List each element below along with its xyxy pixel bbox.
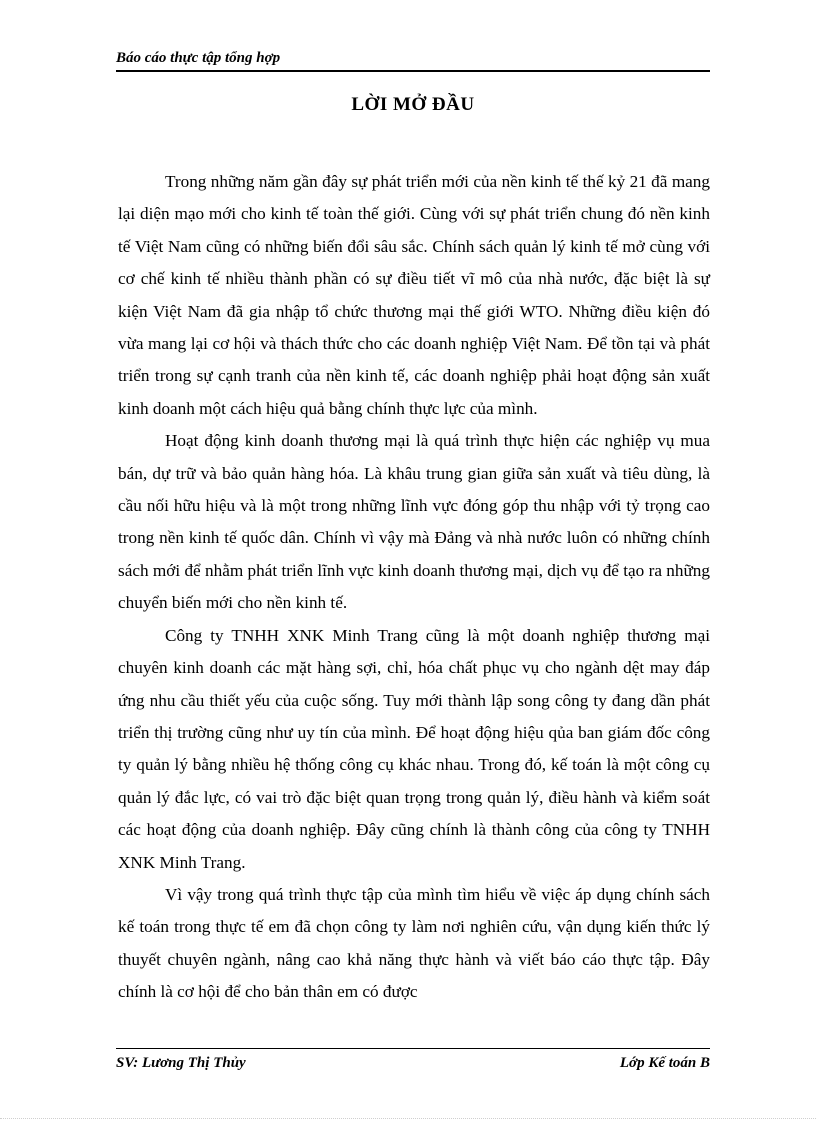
paragraph-2: Hoạt động kinh doanh thương mại là quá trình thực hiện các nghiệp vụ mua bán, dự trữ và bảo quản hàng hóa. Là khâu trung gian giữa sản xuất và tiêu dùng, là cầu nối hữu hiệu và là một trong những lĩnh vực đóng góp thu nhập với tỷ trọng cao trong nền kinh tế quốc dân. Chính vì vậy mà Đảng và nhà nước luôn có những chính sách mới để nhằm phát triển lĩnh vực kinh doanh thương mại, dịch vụ để tạo ra những chuyển biến mới cho nền kinh tế. <box>118 431 710 613</box>
paragraph-4: Vì vậy trong quá trình thực tập của mình tìm hiểu về việc áp dụng chính sách kế toán trong thực tế em đã chọn công ty làm nơi nghiên cứu, vận dụng kiến thức lý thuyết chuyên ngành, nâng cao khả năng thực hành và viết báo cáo thực tập. Đây chính là cơ hội để cho bản thân em có được <box>118 884 710 1002</box>
footer-student-name: SV: Lương Thị Thủy <box>116 1055 246 1071</box>
footer-class-name: Lớp Kế toán B <box>619 1055 710 1071</box>
paragraph-1: Trong những năm gần đây sự phát triển mới của nền kinh tế thế kỷ 21 đã mang lại diện mạo mới cho kinh tế toàn thế giới. Cùng với sự phát triển chung đó nền kinh tế Việt Nam cũng có những biến đổi sâu sắc. Chính sách quản lý kinh tế mở cùng với cơ chế kinh tế nhiều thành phần có sự điều tiết vĩ mô của nhà nước, đặc biệt là sự kiện Việt Nam đã gia nhập tổ chức thương mại thế giới WTO. Những điều kiện đó vừa mang lại cơ hội và thách thức cho các doanh nghiệp Việt Nam. Để tồn tại và phát triển trong sự cạnh tranh của nền kinh tế, các doanh nghiệp phải hoạt động sản xuất kinh doanh một cách hiệu quả bằng chính thực lực của mình. <box>118 172 710 418</box>
footer-divider <box>116 1048 710 1049</box>
page-bottom-edge <box>0 1118 816 1119</box>
paragraph-3: Công ty TNHH XNK Minh Trang cũng là một doanh nghiệp thương mại chuyên kinh doanh các mặt hàng sợi, chỉ, hóa chất phục vụ cho ngành dệt may đáp ứng nhu cầu thiết yếu của cuộc sống. Tuy mới thành lập song công ty đang dần phát triển thị trường cũng như uy tín của mình. Để hoạt động hiệu qủa ban giám đốc công ty quản lý bằng nhiều hệ thống công cụ khác nhau. Trong đó, kế toán là một công cụ quản lý đắc lực, có vai trò đặc biệt quan trọng trong quản lý, điều hành và kiểm soát các hoạt động của doanh nghiệp. Đây cũng chính là thành công của công ty TNHH XNK Minh Trang. <box>118 625 710 872</box>
page-title: LỜI MỞ ĐẦU <box>351 94 475 115</box>
header-title: Báo cáo thực tập tổng hợp <box>116 50 281 66</box>
document-body <box>118 166 710 1009</box>
page-header <box>116 50 710 72</box>
